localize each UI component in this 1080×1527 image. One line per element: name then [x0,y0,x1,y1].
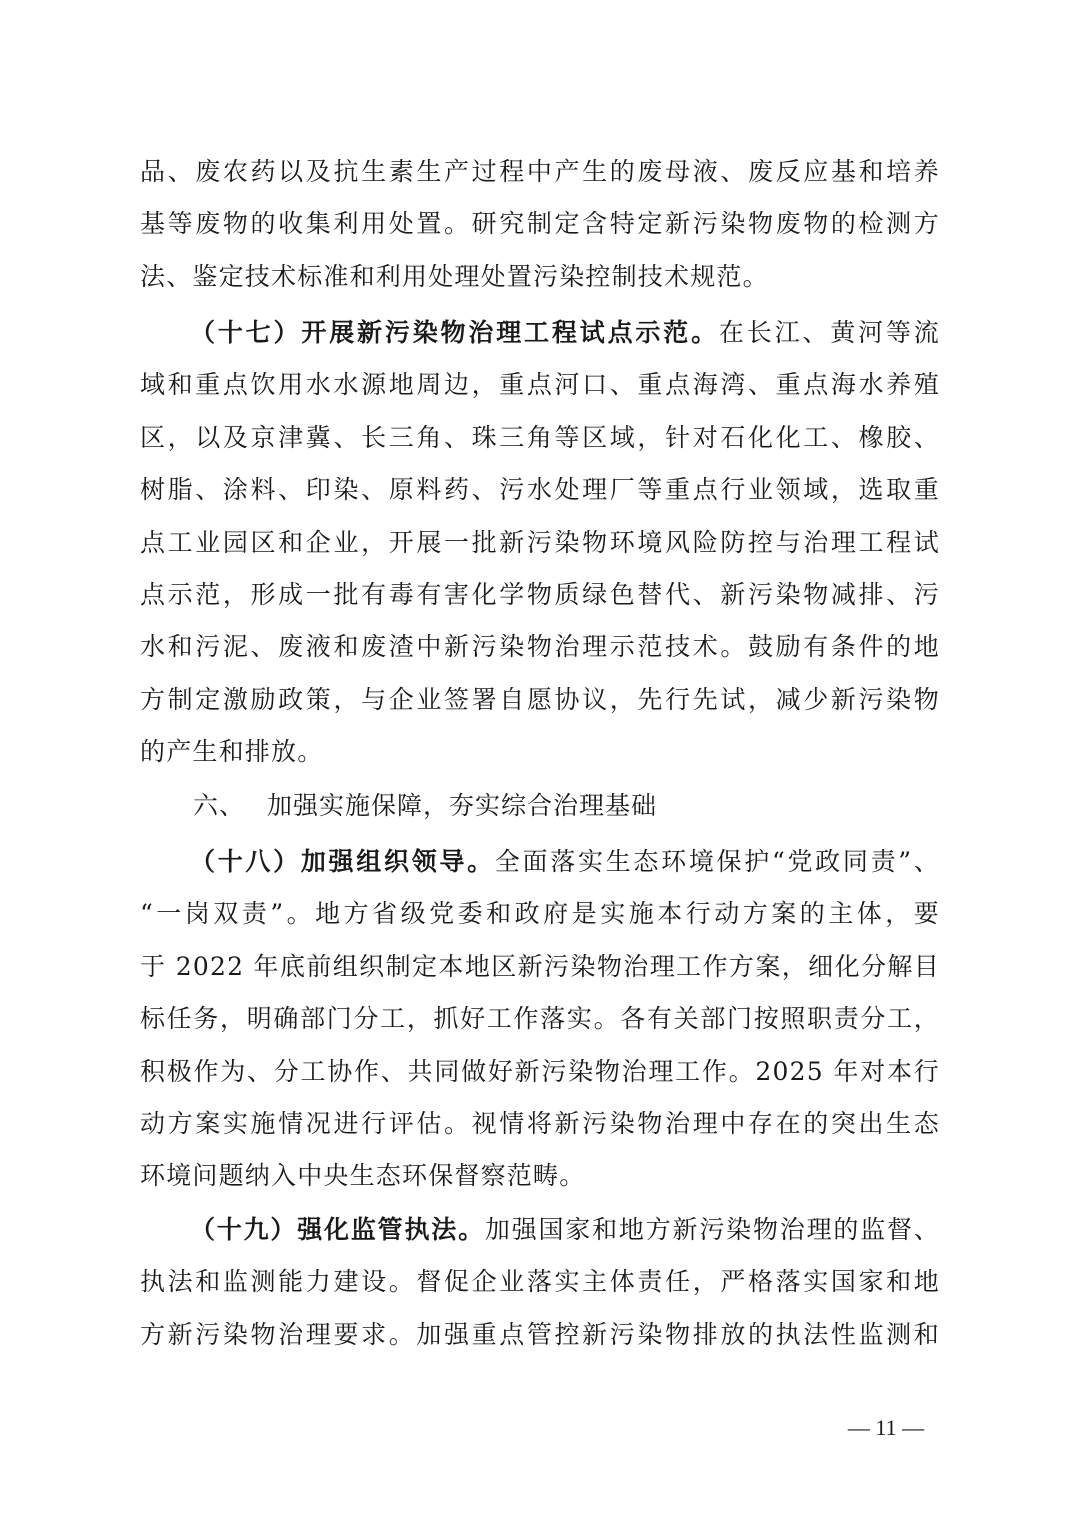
section-number: 六、 [193,791,246,820]
continuation-paragraph [140,146,940,303]
section-title: 加强实施保障，夯实综合治理基础 [267,791,658,820]
text-line: 于 2022 年底前组织制定本地区新污染物治理工作方案，细化分解目 [140,951,940,981]
paragraph-first-line [140,1204,940,1256]
page-number: — 11 — [847,1415,925,1440]
text-line: 执法和监测能力建设。督促企业落实主体责任，严格落实国家和地 [140,1267,940,1297]
text-line: 方制定激励政策，与企业签署自愿协议，先行先试，减少新污染物 [140,684,940,714]
text-line: 方新污染物治理要求。加强重点管控新污染物排放的执法性监测和 [140,1319,940,1349]
paragraph-title: （十八）加强组织领导。 [190,847,495,876]
text-line: 点工业园区和企业，开展一批新污染物环境风险防控与治理工程试 [140,527,940,557]
paragraph-text: 加强国家和地方新污染物治理的监督、 [484,1215,940,1244]
paragraph-first-line [140,307,940,359]
text-line: 积极作为、分工协作、共同做好新污染物治理工作。2025 年对本行 [140,1056,940,1086]
text-line: 的产生和排放。 [140,737,324,767]
text-line: 基等废物的收集利用处置。研究制定含特定新污染物废物的检测方 [140,209,940,239]
paragraph-text: 全面落实生态环境保护“党政同责”、 [494,847,940,876]
text-line: 动方案实施情况进行评估。视情将新污染物治理中存在的突出生态 [140,1108,940,1138]
section-heading [193,780,657,832]
text-line: 水和污泥、废液和废渣中新污染物治理示范技术。鼓励有条件的地 [140,632,940,662]
paragraph-19 [140,1204,940,1361]
paragraph-text: 在长江、黄河等流 [718,318,940,347]
text-line: 环境问题纳入中央生态环保督察范畴。 [140,1161,586,1191]
paragraph-title: （十九）强化监管执法。 [190,1215,485,1244]
text-line: 标任务，明确部门分工，抓好工作落实。各有关部门按照职责分工， [140,1004,940,1034]
text-line: 树脂、涂料、印染、原料药、污水处理厂等重点行业领域，选取重 [140,475,940,505]
text-line: 域和重点饮用水水源地周边，重点河口、重点海湾、重点海水养殖 [140,370,940,400]
text-line: “一岗双责”。地方省级党委和政府是实施本行动方案的主体，要 [140,899,940,929]
text-line: 点示范，形成一批有毒有害化学物质绿色替代、新污染物减排、污 [140,579,940,609]
text-line: 品、废农药以及抗生素生产过程中产生的废母液、废反应基和培养 [140,157,940,186]
paragraph-18 [140,836,940,1203]
text-line: 法、鉴定技术标准和利用处理处置污染控制技术规范。 [140,261,769,291]
paragraph-17 [140,307,940,779]
paragraph-first-line [140,836,940,888]
paragraph-title: （十七）开展新污染物治理工程试点示范。 [190,318,719,347]
text-line: 区，以及京津冀、长三角、珠三角等区域，针对石化化工、橡胶、 [140,422,940,452]
